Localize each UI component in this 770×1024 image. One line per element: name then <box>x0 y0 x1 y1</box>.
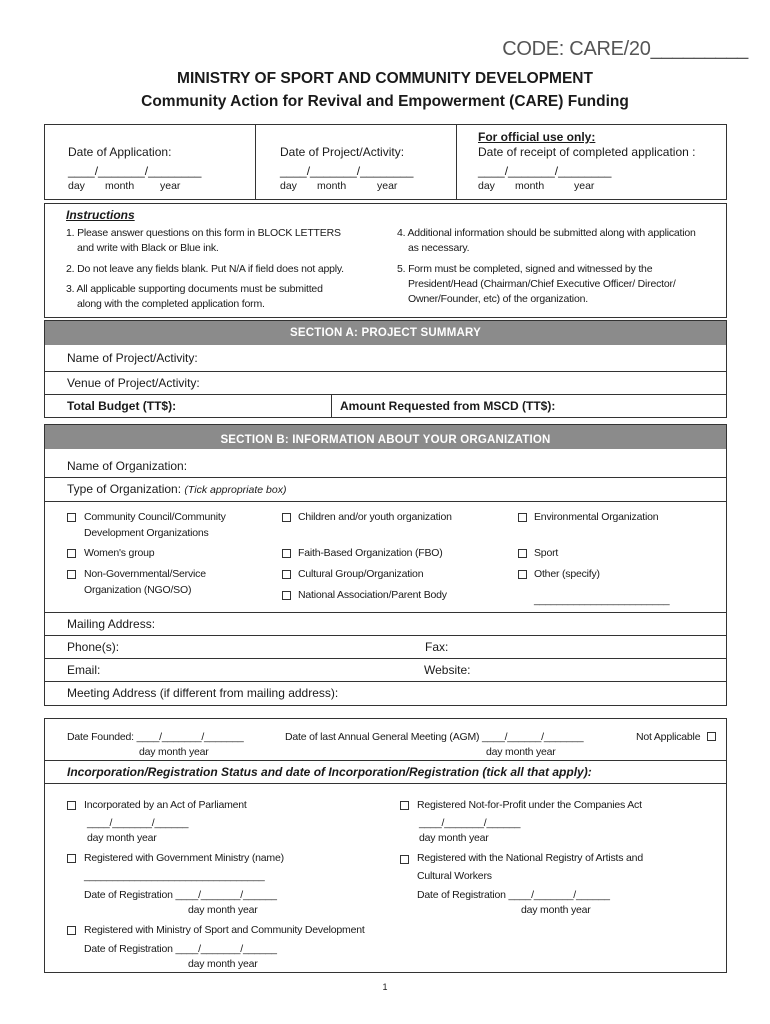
divider <box>331 394 332 418</box>
row-divider <box>44 681 727 682</box>
mscd-dmy: day month year <box>188 958 258 970</box>
artists-dmy: day month year <box>521 904 591 916</box>
checkbox-companies-act[interactable] <box>400 801 409 810</box>
option-community-cont: Development Organizations <box>84 527 209 539</box>
instruction-5-cont: President/Head (Chairman/Chief Executive Officer/ Director/ <box>408 278 676 290</box>
checkbox-other[interactable] <box>518 570 527 579</box>
checkbox-artists-registry[interactable] <box>400 855 409 864</box>
page-number: 1 <box>382 982 388 992</box>
day-label: day <box>280 180 297 192</box>
org-type-label <box>67 482 286 497</box>
not-applicable-label: Not Applicable <box>636 731 701 743</box>
instruction-2: 2. Do not leave any fields blank. Put N/A if field does not apply. <box>66 263 344 275</box>
website-label: Website: <box>424 663 471 677</box>
checkbox-act-of-parliament[interactable] <box>67 801 76 810</box>
option-children-youth: Children and/or youth organization <box>298 511 452 523</box>
divider <box>255 124 256 200</box>
checkbox-womens-group[interactable] <box>67 549 76 558</box>
org-type-hint: (Tick appropriate box) <box>184 484 287 496</box>
section-a-title: SECTION A: PROJECT SUMMARY <box>45 321 726 345</box>
artists-registration-date-field[interactable]: Date of Registration ____/_______/______ <box>417 889 610 901</box>
phone-label: Phone(s): <box>67 640 120 654</box>
option-sport: Sport <box>534 547 559 559</box>
option-artists-registry-cont: Cultural Workers <box>417 870 492 882</box>
row-divider <box>44 635 727 636</box>
row-divider <box>44 658 727 659</box>
checkbox-community[interactable] <box>67 513 76 522</box>
mscd-registration-date-field[interactable]: Date of Registration ____/_______/______ <box>84 943 277 955</box>
date-of-receipt-label: Date of receipt of completed application : <box>478 145 696 159</box>
checkbox-sport[interactable] <box>518 549 527 558</box>
ministry-name-field[interactable]: ________________________________ <box>84 870 265 882</box>
instruction-4-cont: as necessary. <box>408 242 470 254</box>
checkbox-not-applicable[interactable] <box>707 732 716 741</box>
month-label: month <box>317 180 347 192</box>
date-of-application-label: Date of Application: <box>68 145 172 159</box>
instruction-1: 1. Please answer questions on this form in BLOCK LETTERS <box>66 227 341 239</box>
email-label: Email: <box>67 663 101 677</box>
row-divider <box>44 760 727 761</box>
program-title: Community Action for Revival and Empowerment (CARE) Funding <box>141 93 629 110</box>
official-use-heading: For official use only: <box>478 130 596 144</box>
divider <box>456 124 457 200</box>
date-of-project-label: Date of Project/Activity: <box>280 145 405 159</box>
year-label: year <box>574 180 595 192</box>
companies-act-dmy: day month year <box>419 832 489 844</box>
project-name-label: Name of Project/Activity: <box>67 351 198 365</box>
other-specify-field[interactable]: ________________________ <box>534 594 670 606</box>
instructions-heading: Instructions <box>66 208 135 222</box>
row-divider <box>44 394 727 395</box>
option-ngo: Non-Governmental/Service <box>84 568 206 580</box>
option-mscd: Registered with Ministry of Sport and Community Development <box>84 924 365 936</box>
checkbox-ngo[interactable] <box>67 570 76 579</box>
day-label: day <box>478 180 495 192</box>
checkbox-faith-based[interactable] <box>282 549 291 558</box>
option-act-of-parliament: Incorporated by an Act of Parliament <box>84 799 247 811</box>
checkbox-mscd[interactable] <box>67 926 76 935</box>
instruction-1-cont: and write with Black or Blue ink. <box>77 242 219 254</box>
date-of-project-field[interactable]: ____/_______/________ <box>280 164 414 178</box>
month-label: month <box>515 180 545 192</box>
instruction-5: 5. Form must be completed, signed and witnessed by the <box>397 263 653 275</box>
total-budget-label: Total Budget (TT$): <box>67 399 177 413</box>
form-code-label: CODE: CARE/20 <box>502 38 651 60</box>
day-label: day <box>68 180 85 192</box>
checkbox-children-youth[interactable] <box>282 513 291 522</box>
form-code-blank[interactable]: _________ <box>650 38 748 60</box>
instruction-5-cont: Owner/Founder, etc) of the organization. <box>408 293 588 305</box>
option-faith-based: Faith-Based Organization (FBO) <box>298 547 443 559</box>
date-of-application-field[interactable]: ____/_______/________ <box>68 164 202 178</box>
amount-requested-label: Amount Requested from MSCD (TT$): <box>340 399 556 413</box>
row-divider <box>44 783 727 784</box>
option-womens-group: Women's group <box>84 547 155 559</box>
row-divider <box>44 612 727 613</box>
parliament-date-field[interactable]: ____/_______/______ <box>87 817 189 829</box>
option-government-ministry: Registered with Government Ministry (name) <box>84 852 284 864</box>
checkbox-government-ministry[interactable] <box>67 854 76 863</box>
option-artists-registry: Registered with the National Registry of Artists and <box>417 852 643 864</box>
row-divider <box>44 501 727 502</box>
project-venue-label: Venue of Project/Activity: <box>67 376 200 390</box>
ministry-registration-date-field[interactable]: Date of Registration ____/_______/______ <box>84 889 277 901</box>
option-community: Community Council/Community <box>84 511 226 523</box>
instruction-4: 4. Additional information should be submitted along with application <box>397 227 696 239</box>
row-divider <box>44 477 727 478</box>
ministry-title: MINISTRY OF SPORT AND COMMUNITY DEVELOPMENT <box>177 70 593 87</box>
date-founded-dmy: day month year <box>139 746 209 758</box>
incorporation-heading: Incorporation/Registration Status and date of Incorporation/Registration (tick all that apply): <box>67 765 592 779</box>
month-label: month <box>105 180 135 192</box>
option-other: Other (specify) <box>534 568 600 580</box>
checkbox-cultural[interactable] <box>282 570 291 579</box>
parliament-dmy: day month year <box>87 832 157 844</box>
agm-dmy: day month year <box>486 746 556 758</box>
row-divider <box>44 371 727 372</box>
instruction-3-cont: along with the completed application form. <box>77 298 265 310</box>
meeting-address-label: Meeting Address (if different from mailing address): <box>67 686 339 700</box>
option-environmental: Environmental Organization <box>534 511 659 523</box>
option-companies-act: Registered Not-for-Profit under the Companies Act <box>417 799 642 811</box>
checkbox-environmental[interactable] <box>518 513 527 522</box>
org-name-label: Name of Organization: <box>67 459 188 473</box>
year-label: year <box>160 180 181 192</box>
org-type-text: Type of Organization: <box>67 482 182 496</box>
option-cultural: Cultural Group/Organization <box>298 568 424 580</box>
fax-label: Fax: <box>425 640 449 654</box>
instruction-3: 3. All applicable supporting documents must be submitted <box>66 283 323 295</box>
ministry-dmy: day month year <box>188 904 258 916</box>
date-founded-field[interactable]: Date Founded: ____/_______/_______ <box>67 731 244 743</box>
option-ngo-cont: Organization (NGO/SO) <box>84 584 192 596</box>
section-b-title: SECTION B: INFORMATION ABOUT YOUR ORGANIZATION <box>45 425 726 449</box>
date-of-receipt-field[interactable]: ____/_______/________ <box>478 164 612 178</box>
checkbox-national-association[interactable] <box>282 591 291 600</box>
year-label: year <box>377 180 398 192</box>
agm-date-field[interactable]: Date of last Annual General Meeting (AGM) ____/______/_______ <box>285 731 584 743</box>
form-code <box>502 38 748 61</box>
mailing-address-label: Mailing Address: <box>67 617 156 631</box>
companies-act-date-field[interactable]: ____/_______/______ <box>419 817 521 829</box>
option-national-association: National Association/Parent Body <box>298 589 447 601</box>
